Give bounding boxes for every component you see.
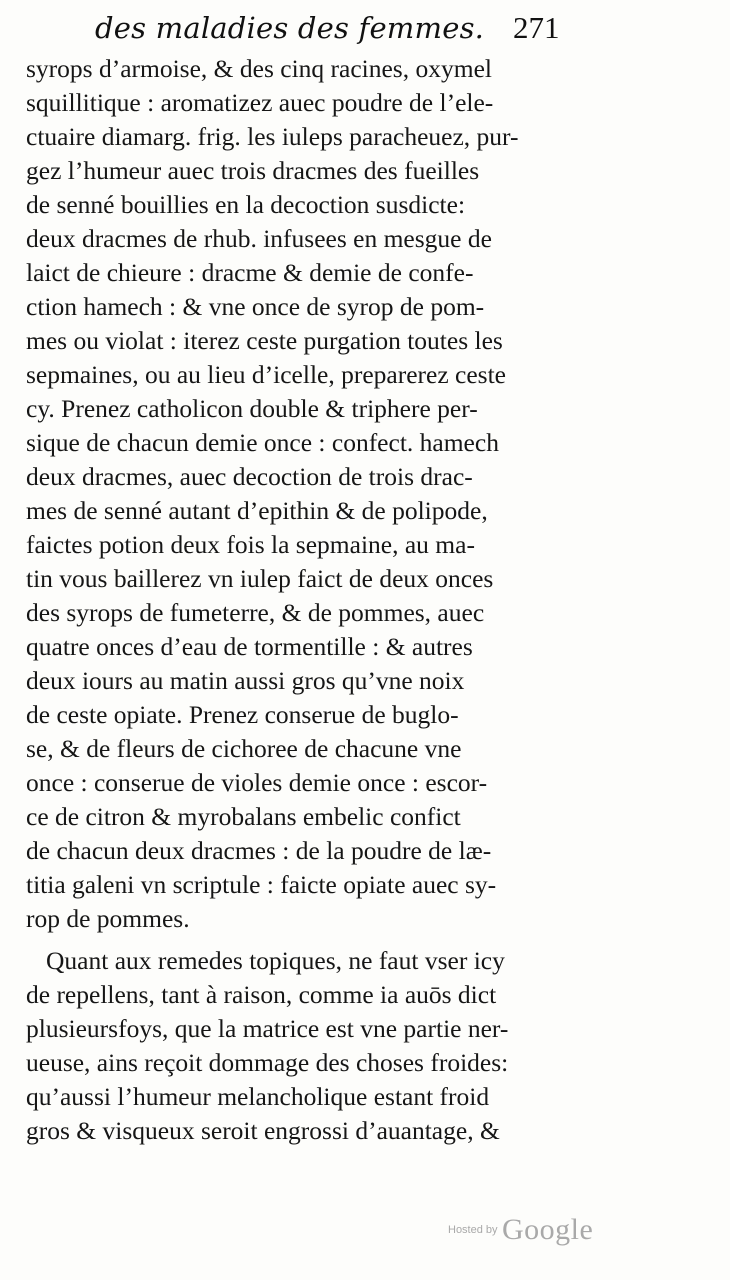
text-line: Quant aux remedes topiques, ne faut vser icy bbox=[46, 946, 505, 975]
text-line: ce de citron & myrobalans embelic confict bbox=[26, 802, 461, 831]
text-line: deux dracmes de rhub. infusees en mesgue de bbox=[26, 224, 492, 253]
text-line: mes ou violat : iterez ceste purgation toutes les bbox=[26, 326, 503, 355]
text-line: syrops d’armoise, & des cinq racines, oxymel bbox=[26, 54, 492, 83]
text-line: qu’aussi l’humeur melancholique estant froid bbox=[26, 1082, 490, 1111]
hosted-by-label: Hosted by bbox=[448, 1224, 498, 1236]
text-line: squillitique : aromatizez auec poudre de l’ele- bbox=[26, 88, 494, 117]
hosted-by-watermark bbox=[448, 1213, 593, 1247]
text-line: cy. Prenez catholicon double & triphere per- bbox=[26, 394, 478, 423]
text-line: plusieursfoys, que la matrice est vne partie ner- bbox=[26, 1014, 509, 1043]
text-line: mes de senné autant d’epithin & de polipode, bbox=[26, 496, 488, 525]
page-number: 271 bbox=[513, 10, 560, 45]
google-logo: Google bbox=[501, 1213, 594, 1246]
text-line: sique de chacun demie once : confect. hamech bbox=[26, 428, 499, 457]
paragraph-2 bbox=[26, 944, 586, 1148]
text-line: sepmaines, ou au lieu d’icelle, preparerez ceste bbox=[26, 360, 507, 389]
text-line: se, & de fleurs de cichoree de chacune vne bbox=[26, 734, 462, 763]
text-line: gez l’humeur auec trois dracmes des fueilles bbox=[26, 156, 480, 185]
text-line: once : conserue de violes demie once : escor- bbox=[26, 768, 488, 797]
running-title: des maladies des femmes. bbox=[95, 11, 485, 45]
body-text bbox=[26, 52, 586, 1148]
text-line: ctuaire diamarg. frig. les iuleps paracheuez, pur- bbox=[26, 122, 519, 151]
paragraph-1 bbox=[26, 52, 586, 936]
text-line: faictes potion deux fois la sepmaine, au ma- bbox=[26, 530, 475, 559]
text-line: quatre onces d’eau de tormentille : & autres bbox=[26, 632, 473, 661]
text-line: des syrops de fumeterre, & de pommes, auec bbox=[26, 598, 485, 627]
text-line: gros & visqueux seroit engrossi d’auantage, & bbox=[26, 1116, 500, 1145]
text-line: ueuse, ains reçoit dommage des choses froides: bbox=[26, 1048, 509, 1077]
text-line: deux dracmes, auec decoction de trois drac- bbox=[26, 462, 473, 491]
text-line: titia galeni vn scriptule : faicte opiate auec sy- bbox=[26, 870, 497, 899]
text-line: deux iours au matin aussi gros qu’vne noix bbox=[26, 666, 465, 695]
text-line: tin vous baillerez vn iulep faict de deux onces bbox=[26, 564, 494, 593]
text-line: laict de chieure : dracme & demie de confe- bbox=[26, 258, 474, 287]
paragraph-gap bbox=[26, 936, 586, 944]
text-line: de chacun deux dracmes : de la poudre de læ- bbox=[26, 836, 492, 865]
text-line: rop de pommes. bbox=[26, 904, 190, 933]
text-line: de ceste opiate. Prenez conserue de buglo- bbox=[26, 700, 459, 729]
text-line: ction hamech : & vne once de syrop de pom- bbox=[26, 292, 485, 321]
text-line: de repellens, tant à raison, comme ia auōs dict bbox=[26, 980, 497, 1009]
text-line: de senné bouillies en la decoction susdicte: bbox=[26, 190, 466, 219]
